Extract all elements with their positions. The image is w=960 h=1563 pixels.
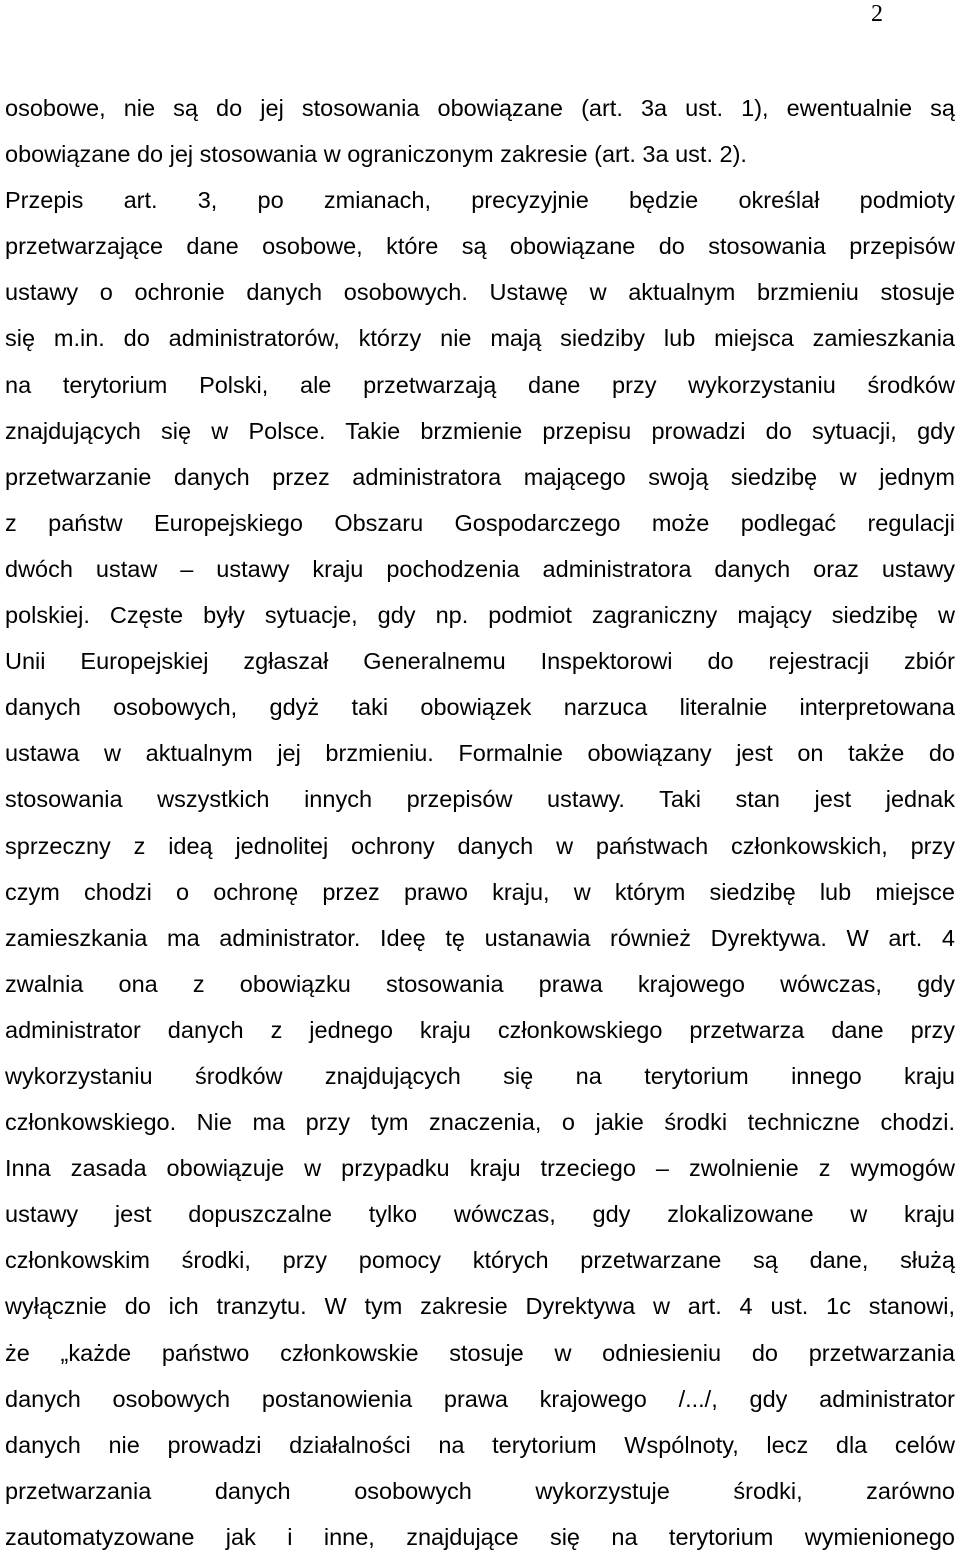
text-line: członkowskim środki, przy pomocy których przetwarzane są dane, służą	[5, 1247, 955, 1274]
text-line: sprzeczny z ideą jednolitej ochrony danych w państwach członkowskich, przy	[5, 832, 955, 859]
text-line: z państw Europejskiego Obszaru Gospodarczego może podlegać regulacji	[5, 509, 955, 536]
text-line: się m.in. do administratorów, którzy nie mają siedziby lub miejsca zamieszkania	[5, 325, 955, 352]
text-line: ustawy jest dopuszczalne tylko wówczas, gdy zlokalizowane w kraju	[5, 1201, 955, 1228]
text-line: ustawa w aktualnym jej brzmieniu. Formalnie obowiązany jest on także do	[5, 740, 955, 767]
text-line: ustawy o ochronie danych osobowych. Ustawę w aktualnym brzmieniu stosuje	[5, 279, 955, 306]
text-line: wykorzystaniu środków znajdujących się na terytorium innego kraju	[5, 1062, 955, 1089]
document-body	[5, 85, 955, 1560]
text-line: na terytorium Polski, ale przetwarzają dane przy wykorzystaniu środków	[5, 371, 955, 398]
text-line: zautomatyzowane jak i inne, znajdujące się na terytorium wymienionego	[5, 1523, 955, 1550]
text-line: danych osobowych postanowienia prawa krajowego /.../, gdy administrator	[5, 1385, 955, 1412]
text-line: danych osobowych, gdyż taki obowiązek narzuca literalnie interpretowana	[5, 694, 955, 721]
text-line: stosowania wszystkich innych przepisów ustawy. Taki stan jest jednak	[5, 786, 955, 813]
text-line: że „każde państwo członkowskie stosuje w odniesieniu do przetwarzania	[5, 1339, 955, 1366]
text-line: zwalnia ona z obowiązku stosowania prawa krajowego wówczas, gdy	[5, 970, 955, 997]
text-line: znajdujących się w Polsce. Takie brzmienie przepisu prowadzi do sytuacji, gdy	[5, 417, 955, 444]
text-line: danych nie prowadzi działalności na terytorium Wspólnoty, lecz dla celów	[5, 1431, 955, 1458]
text-line: administrator danych z jednego kraju członkowskiego przetwarza dane przy	[5, 1016, 955, 1043]
text-line: wyłącznie do ich tranzytu. W tym zakresie Dyrektywa w art. 4 ust. 1c stanowi,	[5, 1293, 955, 1320]
text-line: przetwarzające dane osobowe, które są obowiązane do stosowania przepisów	[5, 233, 955, 260]
text-line: zamieszkania ma administrator. Ideę tę ustanawia również Dyrektywa. W art. 4	[5, 924, 955, 951]
text-line: przetwarzania danych osobowych wykorzystuje środki, zarówno	[5, 1477, 955, 1504]
text-line: dwóch ustaw – ustawy kraju pochodzenia administratora danych oraz ustawy	[5, 555, 955, 582]
text-line: Inna zasada obowiązuje w przypadku kraju trzeciego – zwolnienie z wymogów	[5, 1155, 955, 1182]
text-line: obowiązane do jej stosowania w ograniczonym zakresie (art. 3a ust. 2).	[5, 141, 747, 168]
text-line: polskiej. Częste były sytuacje, gdy np. podmiot zagraniczny mający siedzibę w	[5, 602, 955, 629]
text-line: czym chodzi o ochronę przez prawo kraju, w którym siedzibę lub miejsce	[5, 878, 955, 905]
text-line: Unii Europejskiej zgłaszał Generalnemu Inspektorowi do rejestracji zbiór	[5, 648, 955, 675]
text-line: członkowskiego. Nie ma przy tym znaczenia, o jakie środki techniczne chodzi.	[5, 1109, 955, 1136]
text-line: Przepis art. 3, po zmianach, precyzyjnie będzie określał podmioty	[5, 187, 955, 214]
page-number: 2	[871, 1, 883, 27]
text-line: osobowe, nie są do jej stosowania obowiązane (art. 3a ust. 1), ewentualnie są	[5, 95, 955, 121]
text-line: przetwarzanie danych przez administratora mającego swoją siedzibę w jednym	[5, 463, 955, 490]
